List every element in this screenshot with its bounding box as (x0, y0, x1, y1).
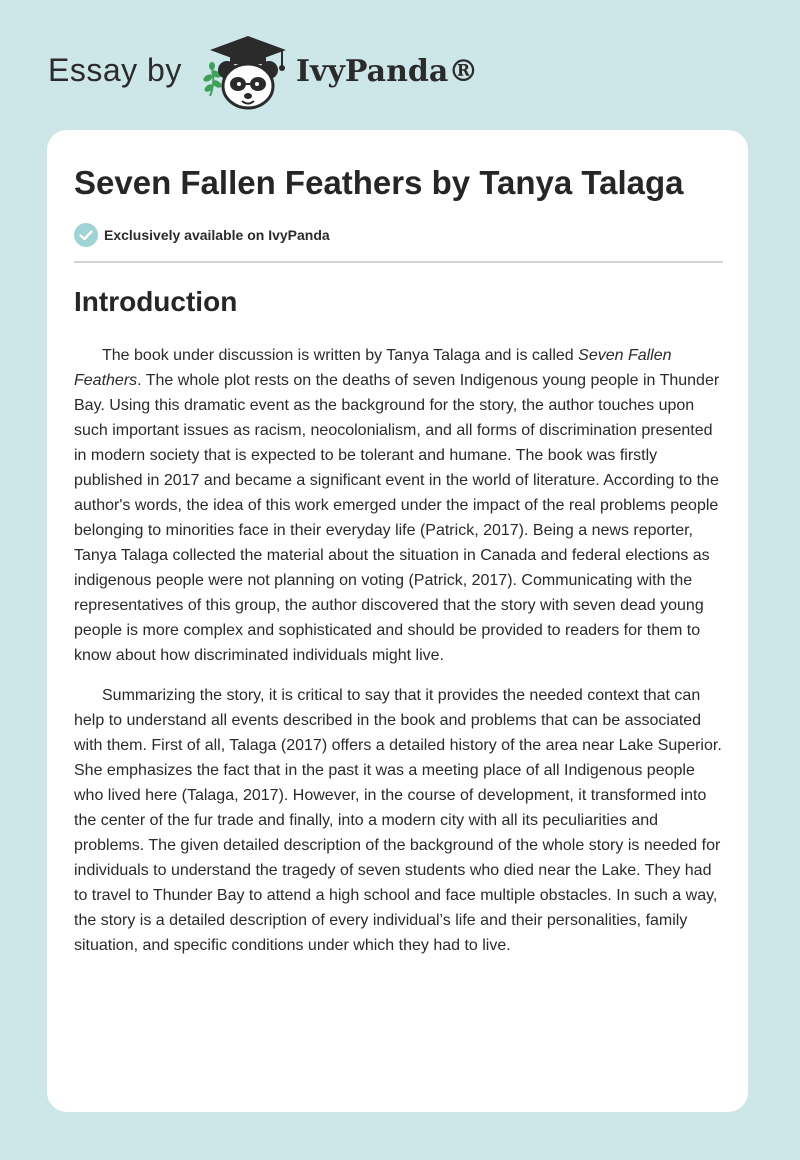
exclusive-badge (74, 222, 330, 248)
section-heading: Introduction (74, 286, 238, 317)
brand-header (48, 34, 508, 114)
panda-graduate-logo-icon (200, 34, 296, 114)
exclusive-badge-label: Exclusively available on IvyPanda (104, 227, 330, 243)
paragraph-1 (74, 343, 726, 668)
essay-body (74, 343, 726, 958)
paragraph-1-text-start: The book under discussion is written by Tanya Talaga and is called (102, 347, 579, 364)
check-circle-icon (74, 223, 98, 247)
paragraph-2: Summarizing the story, it is critical to say that it provides the needed context that can help to understand all events described in the book and problems that can be associated with them. First of all, Talaga (2017) offers a detailed history of the area near Lake Superior. She emphasizes the fact that in the past it was a meeting place of all Indigenous people who lived here (Talaga, 2017). However, in the course of development, it transformed into the center of the fur trade and finally, into a modern city with all its peculiarities and problems. The given detailed description of the background of the whole story is needed for individuals to understand the tragedy of seven students who died near the Lake. They had to travel to Thunder Bay to attend a high school and face multiple obstacles. In such a way, the story is a detailed description of every individual’s life and their personalities, family situation, and specific conditions under which they had to live. (74, 687, 722, 954)
essay-title: Seven Fallen Feathers by Tanya Talaga (74, 164, 684, 201)
paragraph-1-text-end: . The whole plot rests on the deaths of seven Indigenous young people in Thunder Bay. Using this dramatic event as the background for the story, the author touches upon such important issues as racism, neocolonialism, and all forms of discrimination presented in modern society that is expected to be tolerant and humane. The book was firstly published in 2017 and became a significant event in the world of literature. According to the author's words, the idea of this work emerged under the impact of the real problems people belonging to minorities face in their everyday life (Patrick, 2017). Being a news reporter, Tanya Talaga collected the material about the situation in Canada and federal elections as indigenous people were not planning on voting (Patrick, 2017). Communicating with the representatives of this group, the author discovered that the story with seven dead young people is more complex and sophisticated and should be provided to readers for them to know about how discriminated individuals might live. (74, 372, 720, 664)
title-divider (74, 261, 723, 263)
brand-name: IvyPanda® (296, 54, 479, 89)
essay-card (47, 130, 748, 1112)
book-title-italic: Seven Fallen Feathers (74, 347, 672, 389)
essay-by-label: Essay by (48, 52, 182, 88)
